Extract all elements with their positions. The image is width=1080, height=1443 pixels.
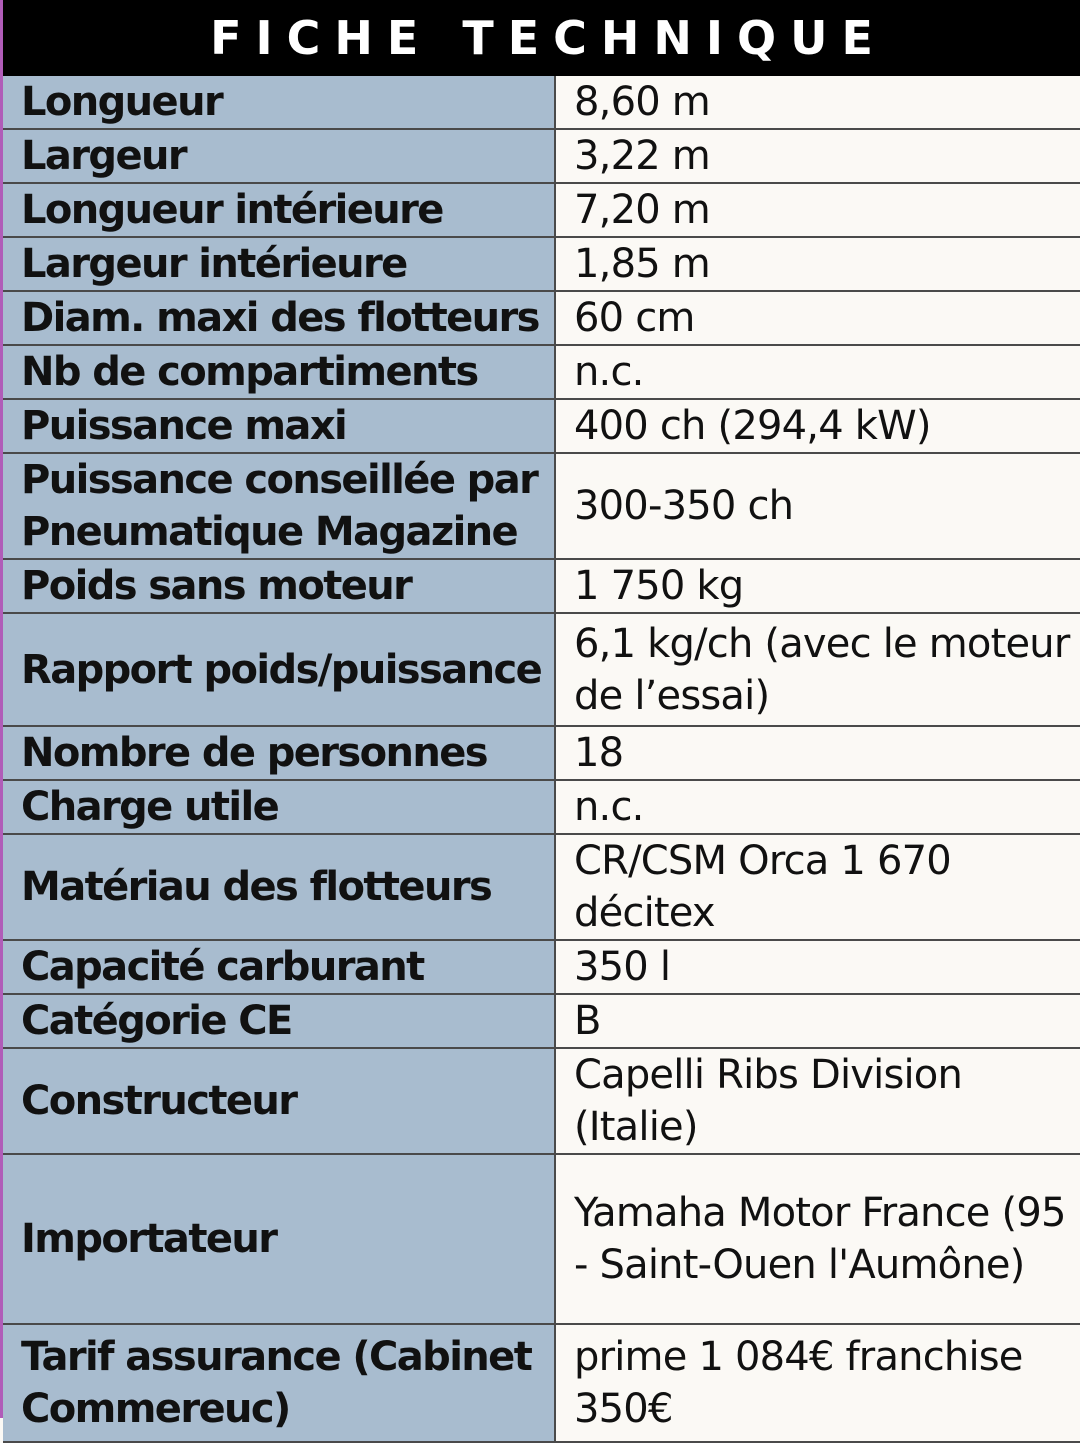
table-row [3,399,1080,453]
row-value-tarif-assurance: prime 1 084€ franchise 350€ [555,1324,1080,1442]
table-row [3,994,1080,1048]
table-row [3,237,1080,291]
row-value-rapport-poids-puissance: 6,1 kg/ch (avec le moteur de l’essai) [555,613,1080,726]
row-label-largeur-interieure: Largeur intérieure [3,237,555,291]
row-value-charge-utile: n.c. [555,780,1080,834]
table-row [3,291,1080,345]
row-label-constructeur: Constructeur [3,1048,555,1154]
table-row [3,1154,1080,1324]
table-row [3,559,1080,613]
row-value-largeur-interieure: 1,85 m [555,237,1080,291]
row-label-materiau-flotteurs: Matériau des flotteurs [3,834,555,940]
row-label-rapport-poids-puissance: Rapport poids/puissance [3,613,555,726]
row-value-materiau-flotteurs: CR/CSM Orca 1 670 décitex [555,834,1080,940]
table-row [3,1324,1080,1442]
row-label-compartiments: Nb de compartiments [3,345,555,399]
row-value-importateur: Yamaha Motor France (95 - Saint-Ouen l'Aumône) [555,1154,1080,1324]
row-label-largeur: Largeur [3,129,555,183]
row-value-longueur: 8,60 m [555,76,1080,129]
row-label-puissance-conseillee: Puissance conseillée par Pneumatique Magazine [3,453,555,559]
table-row [3,453,1080,559]
row-label-capacite-carburant: Capacité carburant [3,940,555,994]
table-row [3,1048,1080,1154]
row-label-tarif-assurance: Tarif assurance (Cabinet Commereuc) [3,1324,555,1442]
row-label-longueur-interieure: Longueur intérieure [3,183,555,237]
row-value-puissance-maxi: 400 ch (294,4 kW) [555,399,1080,453]
row-label-categorie-ce: Catégorie CE [3,994,555,1048]
table-row [3,183,1080,237]
table-row [3,345,1080,399]
row-value-categorie-ce: B [555,994,1080,1048]
spec-table [3,76,1080,1443]
table-row [3,76,1080,129]
row-label-nombre-personnes: Nombre de personnes [3,726,555,780]
table-row [3,834,1080,940]
row-value-longueur-interieure: 7,20 m [555,183,1080,237]
row-value-poids-sans-moteur: 1 750 kg [555,559,1080,613]
row-value-nombre-personnes: 18 [555,726,1080,780]
table-row [3,726,1080,780]
row-value-puissance-conseillee: 300-350 ch [555,453,1080,559]
row-value-compartiments: n.c. [555,345,1080,399]
row-value-largeur: 3,22 m [555,129,1080,183]
row-label-charge-utile: Charge utile [3,780,555,834]
row-value-constructeur: Capelli Ribs Division (Italie) [555,1048,1080,1154]
table-row [3,613,1080,726]
row-value-diametre-flotteurs: 60 cm [555,291,1080,345]
row-value-capacite-carburant: 350 l [555,940,1080,994]
table-row [3,129,1080,183]
row-label-longueur: Longueur [3,76,555,129]
sheet-title: FICHE TECHNIQUE [3,0,1080,76]
row-label-poids-sans-moteur: Poids sans moteur [3,559,555,613]
row-label-puissance-maxi: Puissance maxi [3,399,555,453]
row-label-diametre-flotteurs: Diam. maxi des flotteurs [3,291,555,345]
table-row [3,940,1080,994]
row-label-importateur: Importateur [3,1154,555,1324]
table-row [3,780,1080,834]
